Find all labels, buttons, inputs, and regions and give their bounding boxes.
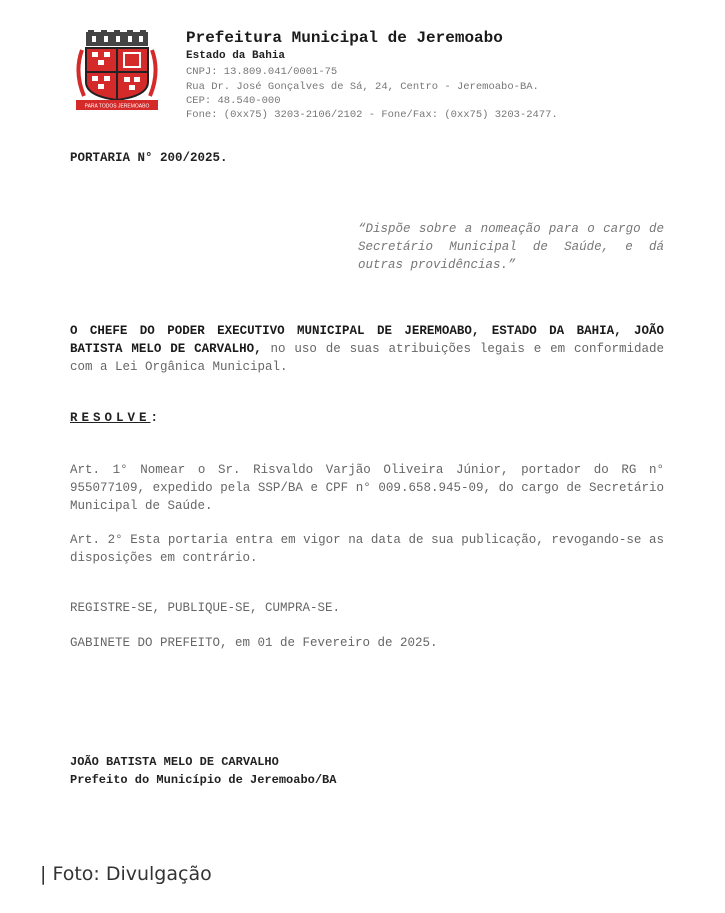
address-line: Rua Dr. José Gonçalves de Sá, 24, Centro - Jeremoabo-BA. (186, 81, 539, 93)
municipality-title: Prefeitura Municipal de Jeremoabo (186, 29, 503, 47)
phone-line: Fone: (0xx75) 3203-2106/2102 - Fone/Fax: (0xx75) 3203-2477. (186, 109, 558, 121)
preamble-bold-text: O CHEFE DO PODER EXECUTIVO MUNICIPAL DE JEREMOABO, ESTADO DA BAHIA, JOÃO BATISTA MELO DE CARVALHO, (70, 324, 664, 356)
preamble-rest-text: no uso de suas atribuições legais e em conformidade com a Lei Orgânica Municipal. (70, 342, 664, 374)
signatory-name: JOÃO BATISTA MELO DE CARVALHO (70, 755, 279, 769)
signatory-role: Prefeito do Município de Jeremoabo/BA (70, 773, 337, 787)
article-2: Art. 2° Esta portaria entra em vigor na data de sua publicação, revogando-se as disposições em contrário. (70, 533, 664, 565)
registre-line: REGISTRE-SE, PUBLIQUE-SE, CUMPRA-SE. (70, 601, 341, 615)
cnpj-line: CNPJ: 13.809.041/0001-75 (186, 66, 338, 78)
gabinete-line: GABINETE DO PREFEITO, em 01 de Fevereiro de 2025. (70, 636, 438, 650)
state-name: Estado da Bahia (186, 50, 286, 62)
resolve-word: RESOLVE (70, 411, 151, 425)
municipal-coat-of-arms-logo (72, 30, 162, 112)
photo-credit-caption: | Foto: Divulgação (40, 863, 212, 885)
resolve-colon: : (150, 411, 159, 425)
cep-line: CEP: 48.540-000 (186, 95, 281, 107)
article-1: Art. 1° Nomear o Sr. Risvaldo Varjão Oliveira Júnior, portador do RG n° 955077109, expedido pela SSP/BA e CPF n° 009.658.945-09, do cargo de Secretário Municipal de Saúde. (70, 463, 664, 513)
preamble-paragraph (70, 322, 664, 376)
portaria-number: PORTARIA N° 200/2025. (70, 151, 228, 165)
logo-banner-text: PARA TODOS JEREMOABO (84, 103, 150, 110)
ementa-text: “Dispõe sobre a nomeação para o cargo de Secretário Municipal de Saúde, e dá outras providências.” (358, 222, 664, 272)
resolve-heading (70, 411, 158, 425)
